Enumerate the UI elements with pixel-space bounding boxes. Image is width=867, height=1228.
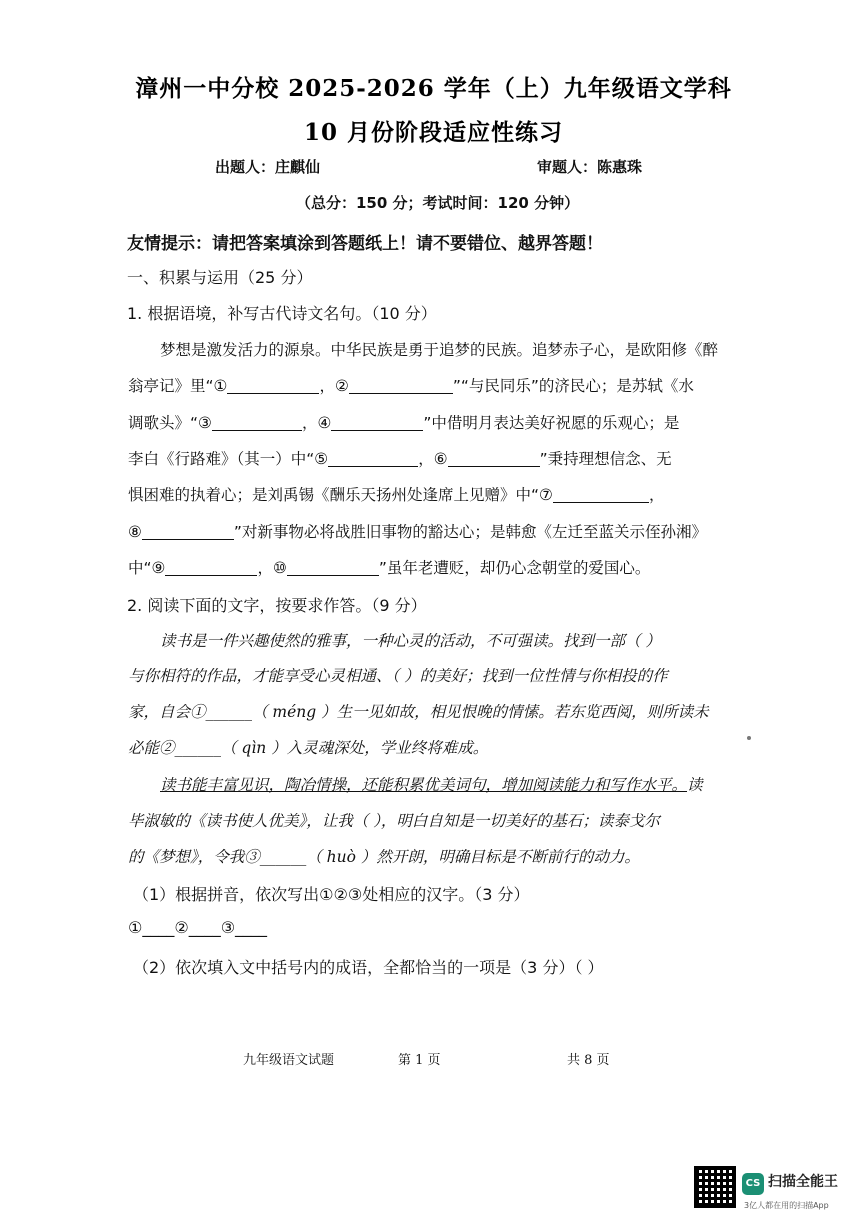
q1-text: ”虽年老遭贬，却仍心念朝堂的爱国心。	[378, 559, 651, 577]
q2-sub1: （1）根据拼音，依次写出①②③处相应的汉字。（3 分）	[133, 885, 530, 904]
camscanner-logo-icon: CS	[742, 1173, 764, 1195]
answer-blank[interactable]	[448, 450, 540, 467]
q1-text: 李白《行路难》（其一）中“⑤	[128, 450, 329, 468]
passage-line: 家，自会①______（ méng ）生一见如故，相见恨晚的情愫。若东览西阅，则所读未	[128, 703, 709, 721]
q1-line	[128, 447, 738, 469]
score-time: （总分：150 分；考试时间：120 分钟）	[296, 194, 580, 212]
exam-title: 漳州一中分校 2025-2026 学年（上）九年级语文学科	[135, 75, 732, 102]
q1-text: ”秉持理想信念、无	[539, 450, 672, 468]
answer-blank[interactable]	[212, 414, 302, 431]
answer-blank[interactable]	[287, 559, 379, 576]
q1-line	[128, 374, 738, 396]
q2-sub1-blanks[interactable]: ①____②____③____	[128, 918, 268, 937]
section-heading: 一、积累与运用（25 分）	[127, 268, 313, 287]
q1-text: ”中借明月表达美好祝愿的乐观心；是	[423, 414, 680, 432]
scan-speck	[747, 736, 751, 740]
exam-subtitle: 10 月份阶段适应性练习	[303, 119, 563, 146]
q1-text: ⑧	[128, 523, 142, 541]
passage-line: 必能②______（ qìn ）入灵魂深处，学业终将难成。	[128, 739, 489, 757]
q1-text: ，②	[319, 377, 349, 395]
q1-line	[128, 556, 738, 578]
q1-line	[128, 483, 738, 505]
camscanner-tagline: 3亿人都在用的扫描App	[744, 1201, 829, 1210]
footer-page: 第 1 页	[398, 1053, 441, 1068]
answer-blank[interactable]	[328, 450, 418, 467]
q1-text: 惧困难的执着心；是刘禹锡《酬乐天扬州处逢席上见赠》中“⑦	[128, 486, 553, 504]
answer-blank[interactable]	[142, 523, 234, 540]
q1-text: 中“⑨	[128, 559, 166, 577]
q1-line	[128, 411, 738, 433]
q1-text: ”对新事物必将战胜旧事物的豁达心；是韩愈《左迁至蓝关示侄孙湘》	[233, 523, 707, 541]
footer-total: 共 8 页	[567, 1053, 610, 1068]
answer-blank[interactable]	[165, 559, 257, 576]
camscanner-name: 扫描全能王	[768, 1174, 838, 1190]
answer-blank[interactable]	[553, 486, 649, 503]
q1-text: ，⑥	[418, 450, 448, 468]
q1-text: ，④	[301, 414, 332, 432]
q2-prompt: 2. 阅读下面的文字，按要求作答。（9 分）	[127, 596, 427, 615]
q1-text: 梦想是激发活力的源泉。中华民族是勇于追梦的民族。追梦赤子心，是欧阳修《醉	[160, 341, 719, 359]
q1-line	[160, 338, 770, 360]
passage-line	[160, 773, 703, 795]
reviewer-label: 审题人：陈惠珠	[537, 158, 643, 176]
passage-text: 读	[687, 776, 703, 794]
footer-subject: 九年级语文试题	[243, 1053, 335, 1068]
q1-text: 翁亭记》里“①	[128, 377, 228, 395]
passage-line: 毕淑敏的《读书使人优美》，让我（ ），明白自知是一切美好的基石；读泰戈尔	[128, 812, 660, 830]
q2-sub2: （2）依次填入文中括号内的成语，全都恰当的一项是（3 分）（ ）	[133, 958, 604, 977]
q1-text: ，	[648, 486, 665, 504]
q1-text: 调歌头》“③	[128, 414, 212, 432]
answer-blank[interactable]	[331, 414, 423, 431]
author-label: 出题人：庄麒仙	[215, 158, 321, 176]
passage-line: 与你相符的作品，才能享受心灵相通、（ ）的美好；找到一位性情与你相投的作	[128, 667, 668, 685]
qr-code-icon	[694, 1166, 736, 1208]
q1-text: ”“与民同乐”的济民心；是苏轼《水	[452, 377, 694, 395]
passage-line: 读书是一件兴趣使然的雅事，一种心灵的活动，不可强读。找到一部（ ）	[160, 632, 661, 650]
answer-blank[interactable]	[227, 377, 319, 394]
q1-text: ，⑩	[257, 559, 287, 577]
underlined-sentence: 读书能丰富见识，陶冶情操，还能积累优美词句，增加阅读能力和写作水平。	[160, 776, 688, 794]
answer-blank[interactable]	[349, 377, 453, 394]
q1-line	[128, 520, 738, 542]
notice: 友情提示：请把答案填涂到答题纸上！请不要错位、越界答题！	[127, 234, 603, 254]
q1-prompt: 1. 根据语境，补写古代诗文名句。（10 分）	[127, 304, 437, 323]
passage-line: 的《梦想》，令我③______（ huò ）然开朗，明确目标是不断前行的动力。	[128, 848, 640, 866]
